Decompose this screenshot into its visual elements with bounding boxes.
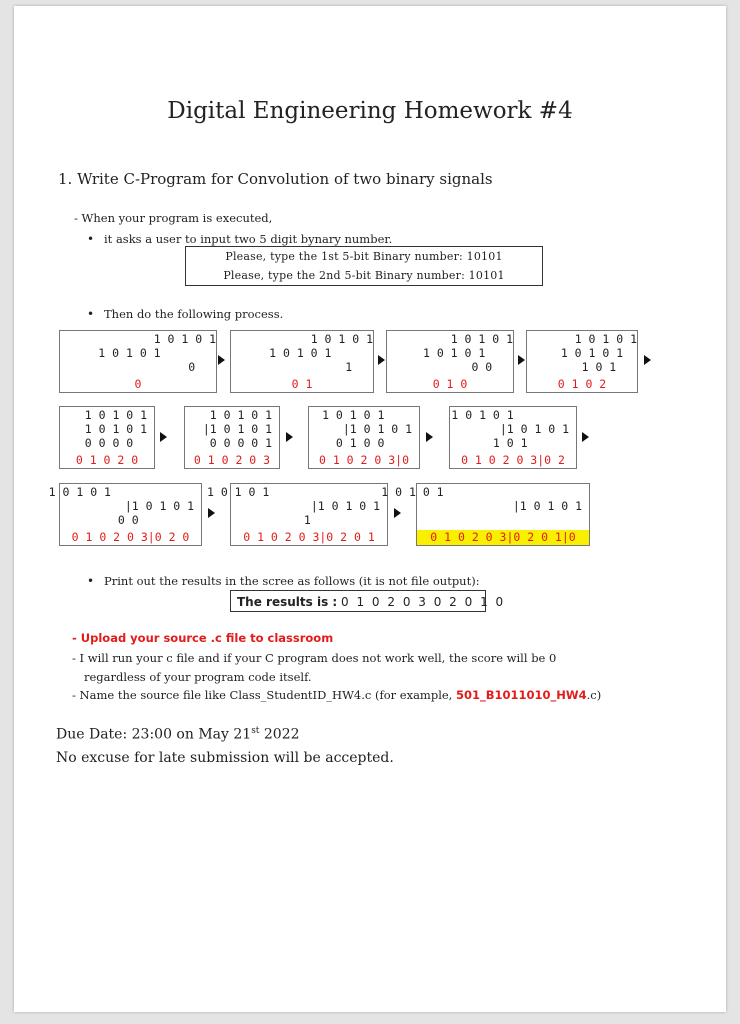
due-date-main: Due Date: 23:00 on May 21 [56, 726, 252, 743]
step-row-r2: 1 0 1 0 1 [269, 346, 373, 360]
step-result: 0 1 0 2 0 3|0 2 0 1 [243, 530, 375, 544]
name-note-prefix: - Name the source file like Class_StudentID_HW4.c (for example, [72, 688, 456, 702]
step-result: 0 1 [291, 377, 313, 391]
name-note [72, 688, 601, 702]
step-result: 0 1 0 2 0 3|0 [318, 453, 409, 467]
step-row-r2: |1 0 1 0 1 [124, 499, 201, 513]
convolution-step-box [230, 330, 374, 393]
step-row-r2: |1 0 1 0 1 [342, 422, 419, 436]
arrow-right-icon [394, 508, 401, 518]
prompt-line-1: Please, type the 1st 5-bit Binary number: 10101 [225, 250, 503, 263]
question-heading: 1. Write C-Program for Convolution of two binary signals [58, 170, 493, 188]
then-do-bullet: • Then do the following process. [104, 307, 283, 321]
arrow-right-icon [378, 355, 385, 365]
convolution-step-box [526, 330, 638, 393]
convolution-step-box [381, 483, 590, 546]
step-row-r1: 1 0 1 0 1 [209, 408, 279, 422]
step-row-r1: 1 0 1 0 1 [450, 332, 513, 346]
step-row-r3: 0 0 [471, 360, 513, 374]
result-label: The results is : [237, 595, 338, 609]
due-date-year: 2022 [259, 726, 300, 743]
step-result: 0 1 0 2 0 3|0 2 0 [71, 530, 190, 544]
step-row-r1: 1 0 1 0 1 [84, 408, 154, 422]
prompt-example-box [185, 246, 543, 286]
step-row-r2: 1 0 1 0 1 [560, 346, 637, 360]
late-policy: No excuse for late submission will be accepted. [56, 750, 394, 766]
step-row-r1: 1 0 1 0 1 [206, 485, 387, 499]
step-row-r2: |1 0 1 0 1 [310, 499, 387, 513]
arrow-right-icon [160, 432, 167, 442]
step-row-r1: 1 0 1 0 1 [153, 332, 216, 346]
arrow-right-icon [208, 508, 215, 518]
step-row-r2: 1 0 1 0 1 [422, 346, 513, 360]
arrow-right-icon [582, 432, 589, 442]
step-row-r3: 0 0 0 0 [84, 436, 154, 450]
step-row-r3: 1 0 1 [492, 436, 576, 450]
step-row-r3 [582, 514, 589, 527]
step-result: 0 1 0 2 [557, 377, 607, 391]
convolution-step-box [59, 406, 155, 469]
result-example-box [230, 590, 506, 612]
arrow-right-icon [218, 355, 225, 365]
step-row-r1: 1 0 1 0 1 [381, 485, 589, 499]
step-row-r2: |1 0 1 0 1 [512, 499, 589, 513]
due-date-sup: st [251, 726, 260, 736]
step-result: 0 1 0 2 0 [75, 453, 139, 467]
step-row-r2: 1 0 1 0 1 [98, 346, 216, 360]
asks-user-bullet: • it asks a user to input two 5 digit bynary number. [104, 232, 392, 246]
upload-note: - Upload your source .c file to classroom [72, 631, 334, 645]
print-out-bullet: • Print out the results in the scree as follows (it is not file output): [104, 574, 480, 588]
arrow-right-icon [644, 355, 651, 365]
prompt-line-2: Please, type the 2nd 5-bit Binary number: 10101 [223, 269, 505, 282]
step-row-r1: 1 0 1 0 1 [322, 408, 419, 422]
step-result: 0 1 0 2 0 3|0 2 0 1|0 [417, 530, 589, 545]
convolution-step-box [59, 330, 217, 393]
step-row-r3: 0 [188, 360, 216, 374]
convolution-step-box [48, 483, 202, 546]
step-row-r2: |1 0 1 0 1 [202, 422, 279, 436]
arrow-right-icon [518, 355, 525, 365]
when-executed-text: - When your program is executed, [74, 211, 273, 225]
arrow-right-icon [426, 432, 433, 442]
step-row-r2: 1 0 1 0 1 [84, 422, 154, 436]
step-row-r3: 1 0 1 [581, 360, 637, 374]
step-row-r3: 1 [345, 360, 373, 374]
convolution-step-box [386, 330, 514, 393]
step-row-r3: 0 0 0 0 1 [209, 436, 279, 450]
step-row-r3: 0 0 [117, 513, 201, 527]
convolution-step-box [449, 406, 577, 469]
arrow-right-icon [286, 432, 293, 442]
name-note-suffix: .c) [586, 688, 602, 702]
step-row-r1: 1 0 1 0 1 [48, 485, 201, 499]
step-row-r3: 0 1 0 0 [335, 436, 419, 450]
run-note-line2: regardless of your program code itself. [84, 670, 312, 684]
convolution-step-box [308, 406, 420, 469]
step-row-r2: |1 0 1 0 1 [499, 422, 576, 436]
step-row-r1: 1 0 1 0 1 [574, 332, 637, 346]
step-result: 0 1 0 2 0 3 [193, 453, 271, 467]
step-row-r1: 1 0 1 0 1 [451, 408, 576, 422]
result-digits: 0 1 0 2 0 3 0 2 0 1 0 [341, 595, 506, 609]
page-title: Digital Engineering Homework #4 [167, 98, 573, 124]
run-note-line1: - I will run your c file and if your C program does not work well, the score will be 0 [72, 651, 557, 665]
step-row-r3: 1 [303, 513, 387, 527]
due-date [56, 726, 300, 743]
step-result: 0 1 0 [432, 377, 468, 391]
step-result: 0 [134, 377, 142, 391]
step-result: 0 1 0 2 0 3|0 2 [461, 453, 565, 467]
convolution-step-box [184, 406, 280, 469]
convolution-step-box [206, 483, 388, 546]
name-note-example: 501_B1011010_HW4 [456, 688, 587, 702]
step-row-r1: 1 0 1 0 1 [310, 332, 373, 346]
